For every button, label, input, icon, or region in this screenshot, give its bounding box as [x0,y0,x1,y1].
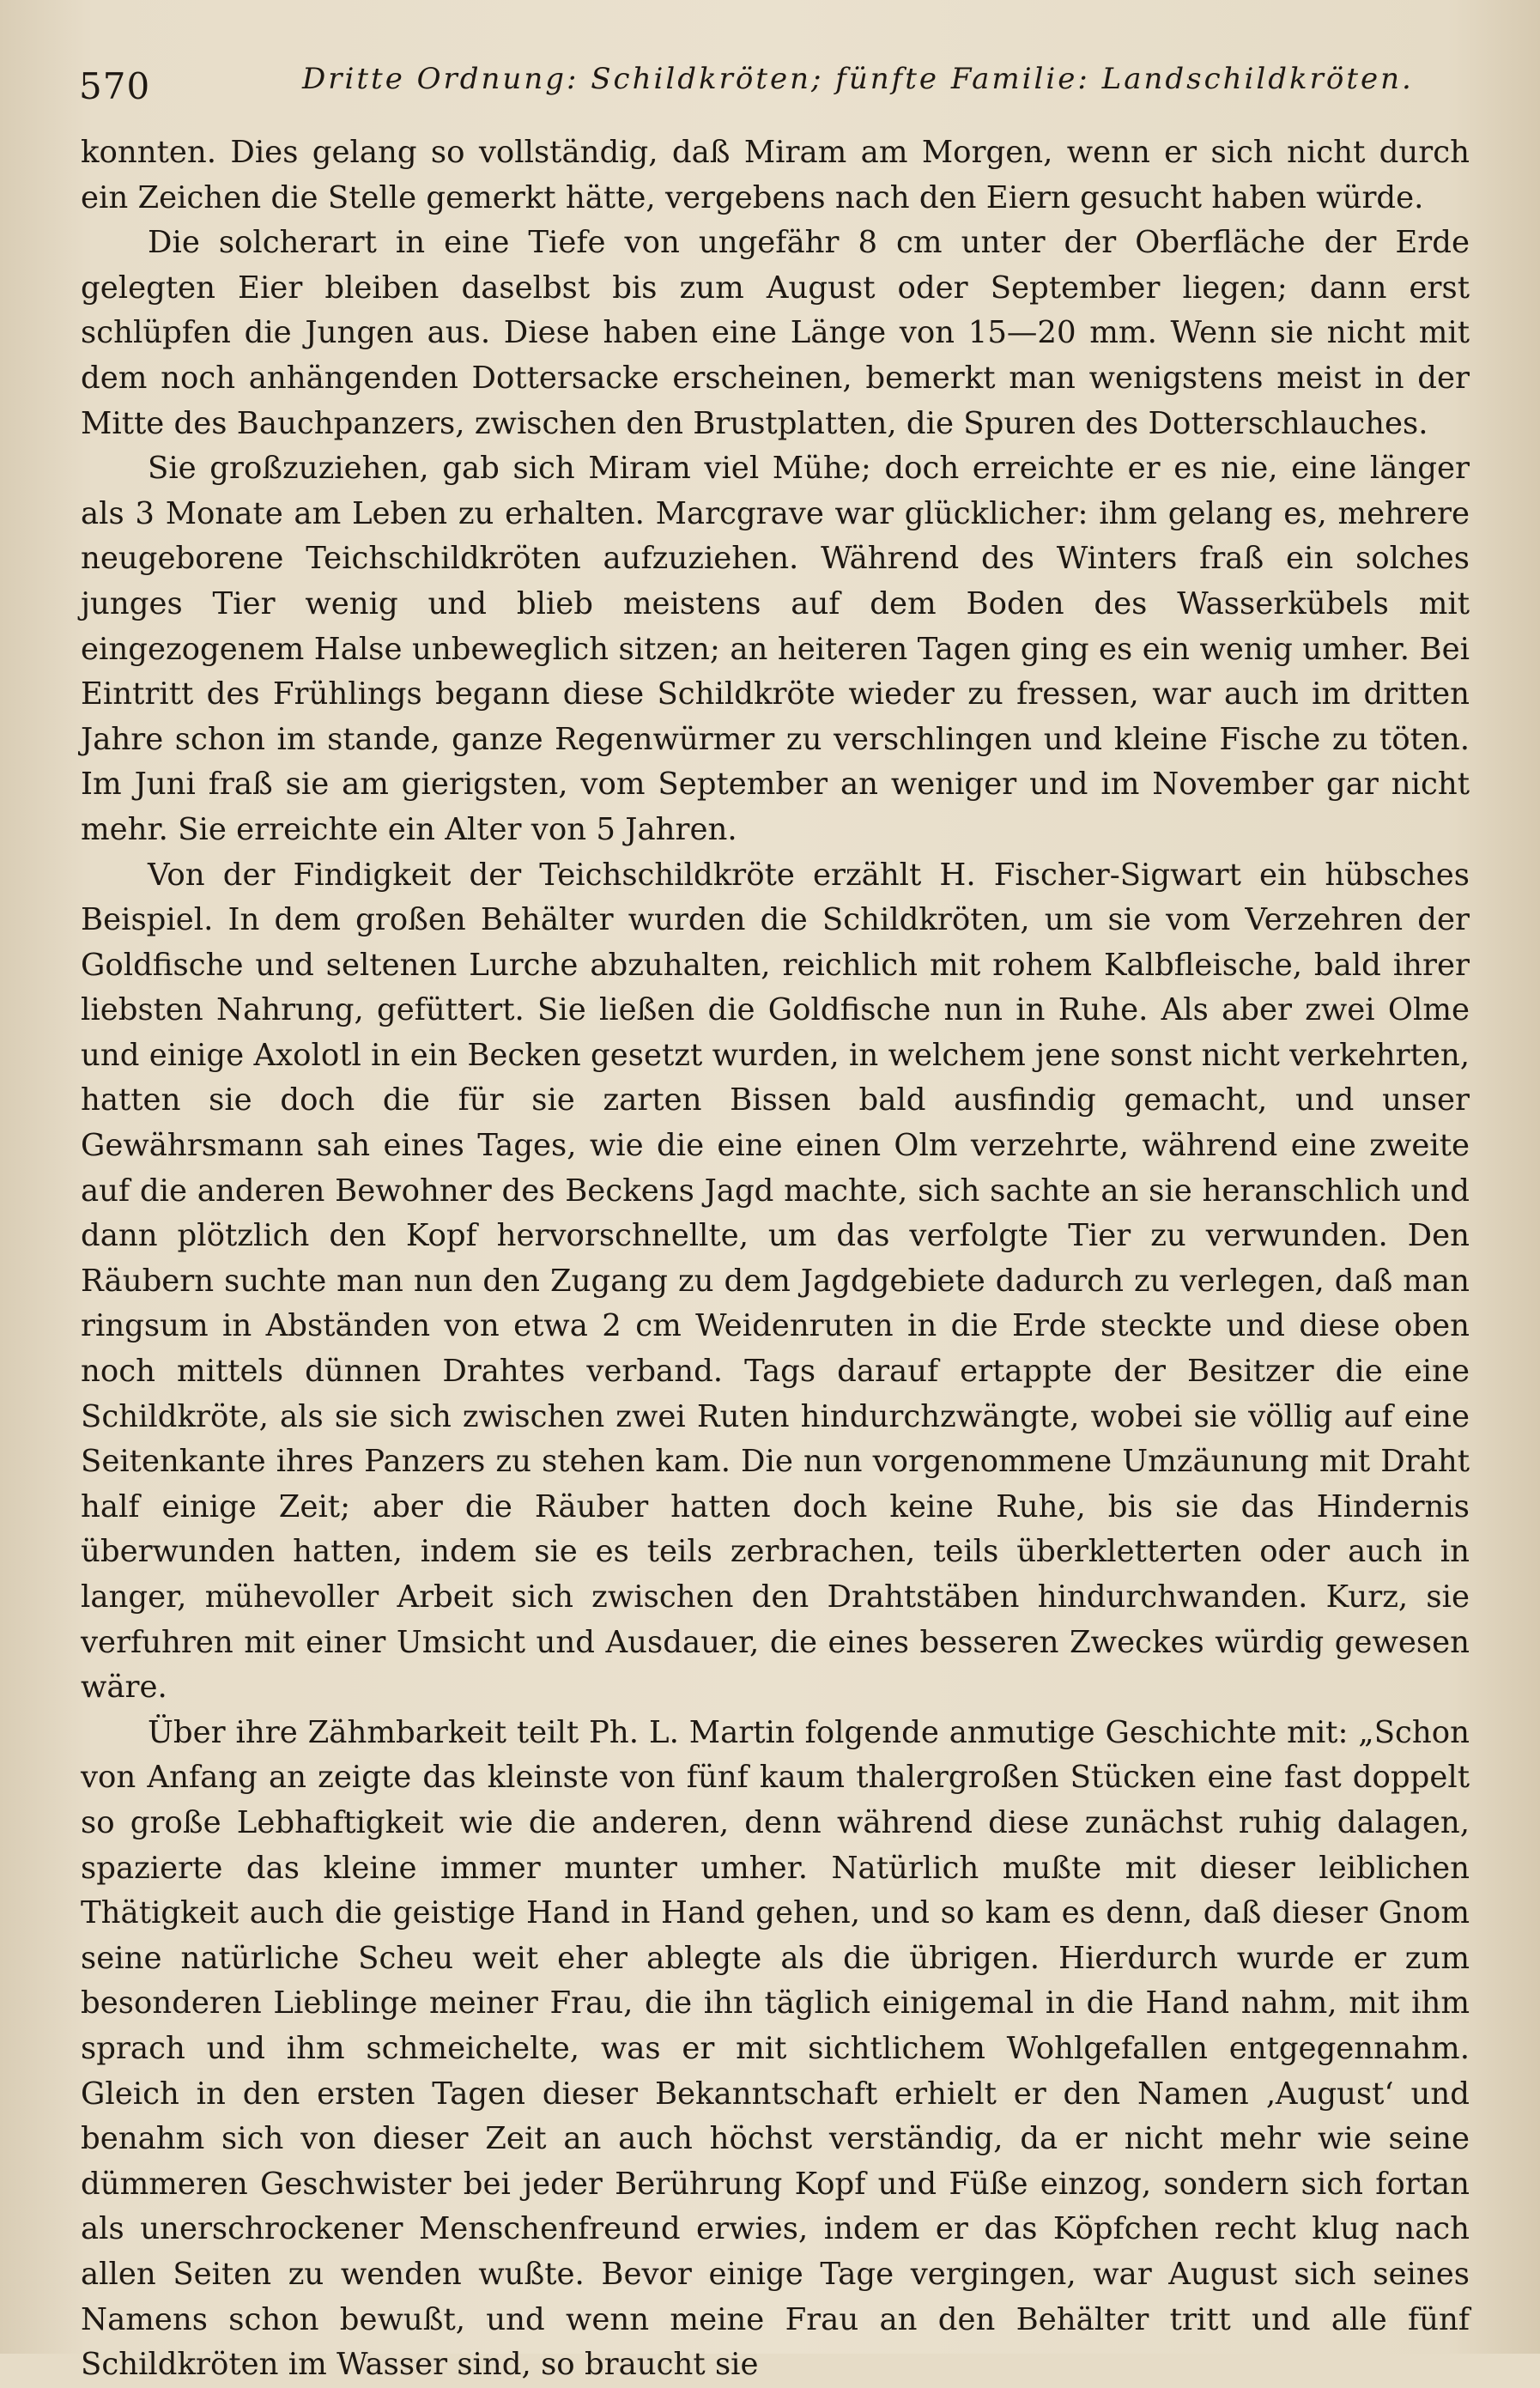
paragraph: Über ihre Zähmbarkeit teilt Ph. L. Martin folgende anmutige Geschichte mit: „Schon von Anfang an zeigte das kleinste von fünf kaum thalergroßen Stücken eine fast doppelt so große Lebhaftigkeit wie die anderen, denn während diese zunächst ruhig dalagen, spazierte das kleine immer munter umher. Natürlich mußte mit dieser leiblichen Thätigkeit auch die geistige Hand in Hand gehen, und so kam es denn, daß dieser Gnom seine natürliche Scheu weit eher ablegte als die übrigen. Hierdurch wurde er zum besonderen Lieblinge meiner Frau, die ihn täglich einigemal in die Hand nahm, mit ihm sprach und ihm schmeichelte, was er mit sichtlichem Wohlgefallen entgegennahm. Gleich in den ersten Tagen dieser Bekanntschaft erhielt er den Namen ‚August‘ und benahm sich von dieser Zeit an auch höchst verständig, da er nicht mehr wie seine dümmeren Geschwister bei jeder Berührung Kopf und Füße einzog, sondern sich fortan als unerschrockener Menschenfreund erwies, indem er das Köpfchen recht klug nach allen Seiten zu wenden wußte. Bevor einige Tage vergingen, war August sich seines Namens schon bewußt, und wenn meine Frau an den Behälter tritt und alle fünf Schildkröten im Wasser sind, so braucht sie [81,1714,1470,2383]
paragraph: Von der Findigkeit der Teichschildkröte erzählt H. Fischer-Sigwart ein hübsches Beispiel. In dem großen Behälter wurden die Schildkröten, um sie vom Verzehren der Goldfische und seltenen Lurche abzuhalten, reichlich mit rohem Kalbfleische, bald ihrer liebsten Nahrung, gefüttert. Sie ließen die Goldfische nun in Ruhe. Als aber zwei Olme und einige Axolotl in ein Becken gesetzt wurden, in welchem jene sonst nicht verkehrten, hatten sie doch die für sie zarten Bissen bald ausfindig gemacht, und unser Gewährsmann sah eines Tages, wie die eine einen Olm verzehrte, während eine zweite auf die anderen Bewohner des Beckens Jagd machte, sich sachte an sie heranschlich und dann plötzlich den Kopf hervorschnellte, um das verfolgte Tier zu verwunden. Den Räubern suchte man nun den Zugang zu dem Jagdgebiete dadurch zu verlegen, daß man ringsum in Abständen von etwa 2 cm Weidenruten in die Erde steckte und diese oben noch mittels dünnen Drahtes verband. Tags darauf ertappte der Besitzer die eine Schildkröte, als sie sich zwischen zwei Ruten hindurchzwängte, wobei sie völlig auf eine Seitenkante ihres Panzers zu stehen kam. Die nun vorgenommene Umzäunung mit Draht half einige Zeit; aber die Räuber hatten doch keine Ruhe, bis sie das Hindernis überwunden hatten, indem sie es teils zerbrachen, teils überkletterten oder auch in langer, mühevoller Arbeit sich zwischen den Drahtstäben hindurchwanden. Kurz, sie verfuhren mit einer Umsicht und Ausdauer, die eines besseren Zweckes würdig gewesen wäre. [81,857,1470,1706]
page-number: 570 [79,65,151,107]
paragraph: Die solcherart in eine Tiefe von ungefähr 8 cm unter der Oberfläche der Erde gelegten Eier bleiben daselbst bis zum August oder September liegen; dann erst schlüpfen die Jungen aus. Diese haben eine Länge von 15—20 mm. Wenn sie nicht mit dem noch anhängenden Dottersacke erscheinen, bemerkt man wenigstens meist in der Mitte des Bauchpanzers, zwischen den Brustplatten, die Spuren des Dotterschlauches. [81,225,1470,441]
page-header [79,62,1470,113]
paragraph-continued: konnten. Dies gelang so vollständig, daß Miram am Morgen, wenn er sich nicht durch ein Zeichen die Stelle gemerkt hätte, vergebens nach den Eiern gesucht haben würde. [81,135,1470,215]
paragraph: Sie großzuziehen, gab sich Miram viel Mühe; doch erreichte er es nie, eine länger als 3 Monate am Leben zu erhalten. Marcgrave war glücklicher: ihm gelang es, mehrere neugeborene Teichschildkröten aufzuziehen. Während des Winters fraß ein solches junges Tier wenig und blieb meistens auf dem Boden des Wasserkübels mit eingezogenem Halse unbeweglich sitzen; an heiteren Tagen ging es ein wenig umher. Bei Eintritt des Frühlings begann diese Schildkröte wieder zu fressen, war auch im dritten Jahre schon im stande, ganze Regenwürmer zu verschlingen und kleine Fische zu töten. Im Juni fraß sie am gierigsten, vom September an weniger und im November gar nicht mehr. Sie erreichte ein Alter von 5 Jahren. [81,451,1470,847]
body-text [81,130,1470,2388]
running-head: Dritte Ordnung: Schildkröten; fünfte Familie: Landschildkröten. [302,62,1414,96]
